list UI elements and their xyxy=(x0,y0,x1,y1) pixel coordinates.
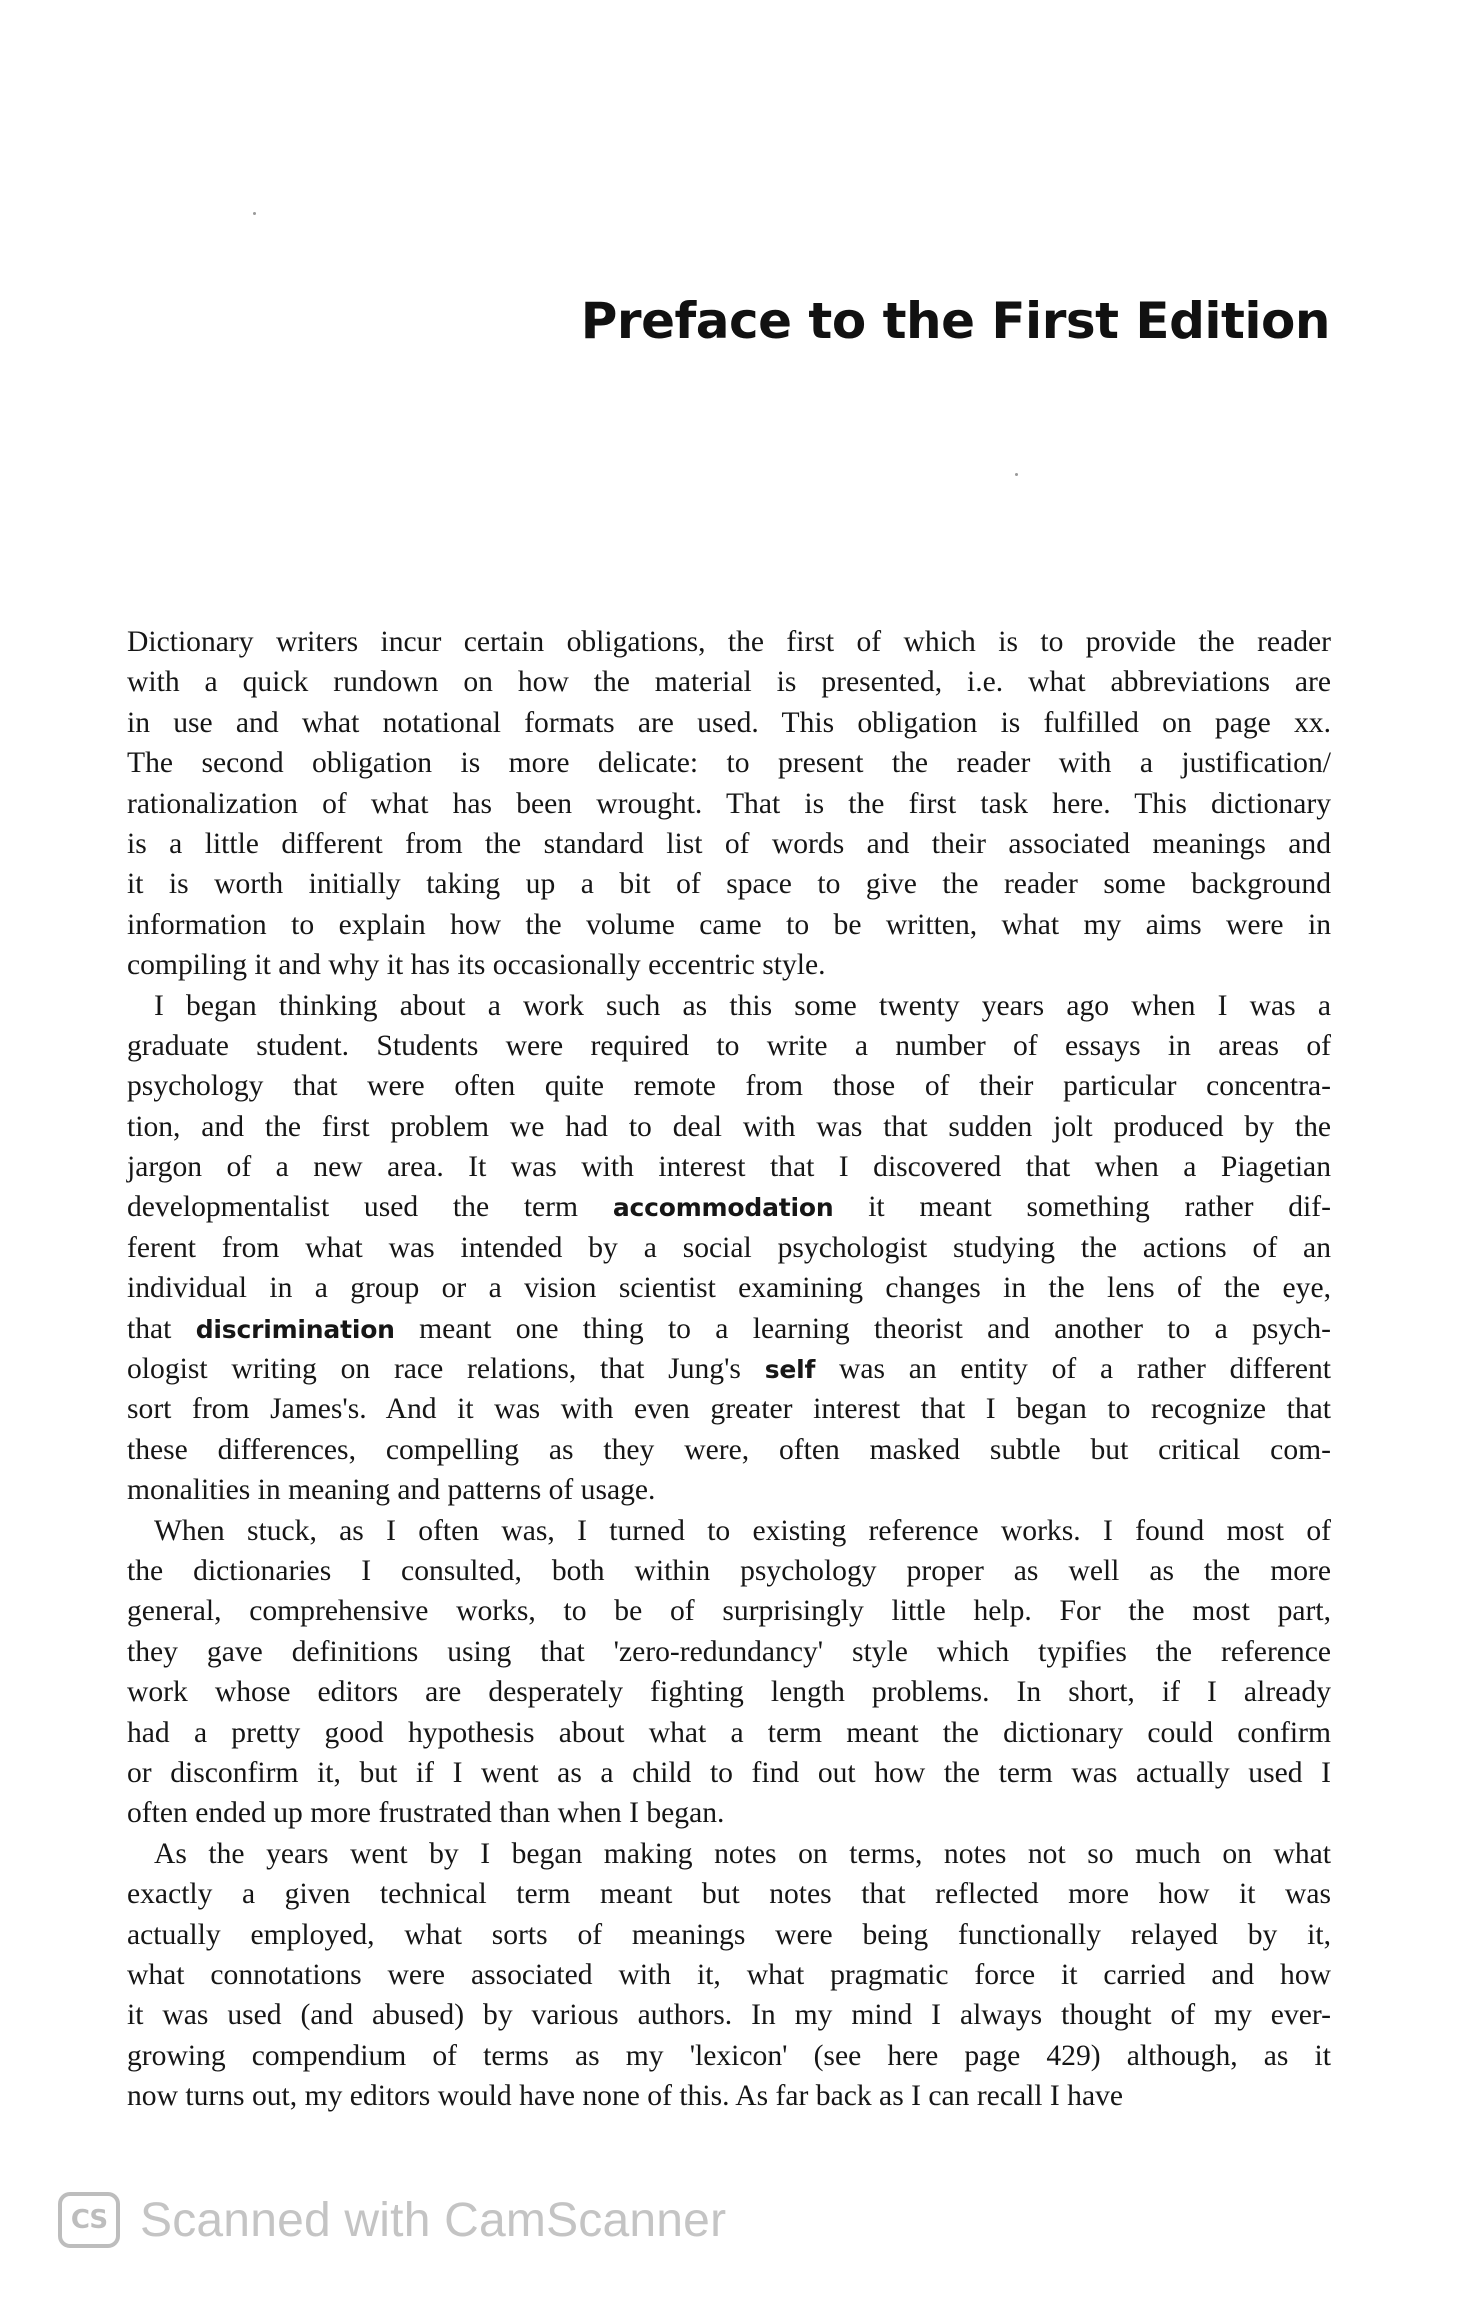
text-line: monalities in meaning and patterns of usage. xyxy=(127,1474,656,1507)
bold-term: accommodation xyxy=(612,1193,834,1223)
text-line: sort from James's. And it was with even greater interest that I began to recognize that xyxy=(127,1393,1331,1426)
text-line: it was used (and abused) by various authors. In my mind I always thought of my ever- xyxy=(127,1999,1331,2032)
text-line: graduate student. Students were required to write a number of essays in areas of xyxy=(127,1029,1331,1062)
text-line: the dictionaries I consulted, both within psychology proper as well as the more xyxy=(127,1554,1331,1587)
paragraph xyxy=(127,1511,1331,1834)
camscanner-watermark xyxy=(58,2192,726,2248)
text-line: it is worth initially taking up a bit of space to give the reader some background xyxy=(127,868,1331,901)
text-line: exactly a given technical term meant but notes that reflected more how it was xyxy=(127,1878,1331,1911)
text-line xyxy=(127,1309,1331,1349)
text-line: what connotations were associated with it, what pragmatic force it carried and how xyxy=(127,1958,1331,1991)
paragraph xyxy=(127,986,1331,1511)
text-line: actually employed, what sorts of meanings were being functionally relayed by it, xyxy=(127,1918,1331,1951)
text-line: Dictionary writers incur certain obligations, the first of which is to provide the reader xyxy=(127,626,1331,658)
bold-term: discrimination xyxy=(195,1314,395,1344)
text-line: these differences, compelling as they were, often masked subtle but critical com- xyxy=(127,1433,1331,1466)
paragraph xyxy=(127,1834,1331,2117)
text-line: As the years went by I began making notes on terms, notes not so much on what xyxy=(154,1837,1331,1870)
text-run: meant one thing to a learning theorist and another to a psych- xyxy=(394,1312,1331,1345)
text-line: When stuck, as I often was, I turned to existing reference works. I found most of xyxy=(154,1514,1331,1547)
text-line: with a quick rundown on how the material is presented, i.e. what abbreviations are xyxy=(127,666,1331,699)
preface-body xyxy=(127,622,1331,2116)
text-line: ferent from what was intended by a social psychologist studying the actions of an xyxy=(127,1231,1331,1264)
text-line xyxy=(127,1187,1331,1227)
text-run: it meant something rather dif- xyxy=(833,1191,1331,1224)
text-line: often ended up more frustrated than when I began. xyxy=(127,1797,725,1830)
text-run: that xyxy=(127,1312,196,1345)
text-line: tion, and the first problem we had to deal with was that sudden jolt produced by the xyxy=(127,1110,1331,1143)
text-line: had a pretty good hypothesis about what a term meant the dictionary could confirm xyxy=(127,1716,1331,1749)
scan-speck xyxy=(253,212,256,215)
text-line: compiling it and why it has its occasionally eccentric style. xyxy=(127,949,826,982)
text-line: The second obligation is more delicate: to present the reader with a justification/ xyxy=(127,747,1331,780)
text-line: they gave definitions using that 'zero-redundancy' style which typifies the reference xyxy=(127,1635,1331,1668)
text-line: or disconfirm it, but if I went as a child to find out how the term was actually used I xyxy=(127,1756,1331,1789)
text-line: now turns out, my editors would have none of this. As far back as I can recall I have xyxy=(127,2080,1124,2113)
camscanner-logo-icon: CS xyxy=(58,2192,120,2248)
text-line: general, comprehensive works, to be of surprisingly little help. For the most part, xyxy=(127,1595,1331,1628)
text-line: growing compendium of terms as my 'lexicon' (see here page 429) although, as it xyxy=(127,2039,1331,2072)
text-line: in use and what notational formats are used. This obligation is fulfilled on page xx. xyxy=(127,706,1331,739)
text-line: is a little different from the standard list of words and their associated meanings and xyxy=(127,827,1331,860)
text-run: developmentalist used the term xyxy=(127,1191,613,1224)
text-line: I began thinking about a work such as this some twenty years ago when I was a xyxy=(154,989,1331,1022)
text-line: rationalization of what has been wrought. That is the first task here. This dictionary xyxy=(127,787,1331,820)
bold-term: self xyxy=(764,1355,816,1385)
paragraph xyxy=(127,622,1331,986)
text-run: was an entity of a rather different xyxy=(815,1353,1332,1386)
text-line: information to explain how the volume came to be written, what my aims were in xyxy=(127,908,1331,941)
text-line: individual in a group or a vision scientist examining changes in the lens of the eye, xyxy=(127,1272,1331,1305)
page-title: Preface to the First Edition xyxy=(580,292,1330,350)
text-line: work whose editors are desperately fighting length problems. In short, if I already xyxy=(127,1676,1331,1709)
scan-speck xyxy=(1015,473,1018,476)
text-line: jargon of a new area. It was with interest that I discovered that when a Piagetian xyxy=(127,1151,1331,1184)
watermark-text: Scanned with CamScanner xyxy=(140,2193,727,2247)
text-run: ologist writing on race relations, that Jung's xyxy=(127,1353,765,1386)
text-line xyxy=(127,1349,1331,1389)
text-line: psychology that were often quite remote from those of their particular concentra- xyxy=(127,1070,1331,1103)
